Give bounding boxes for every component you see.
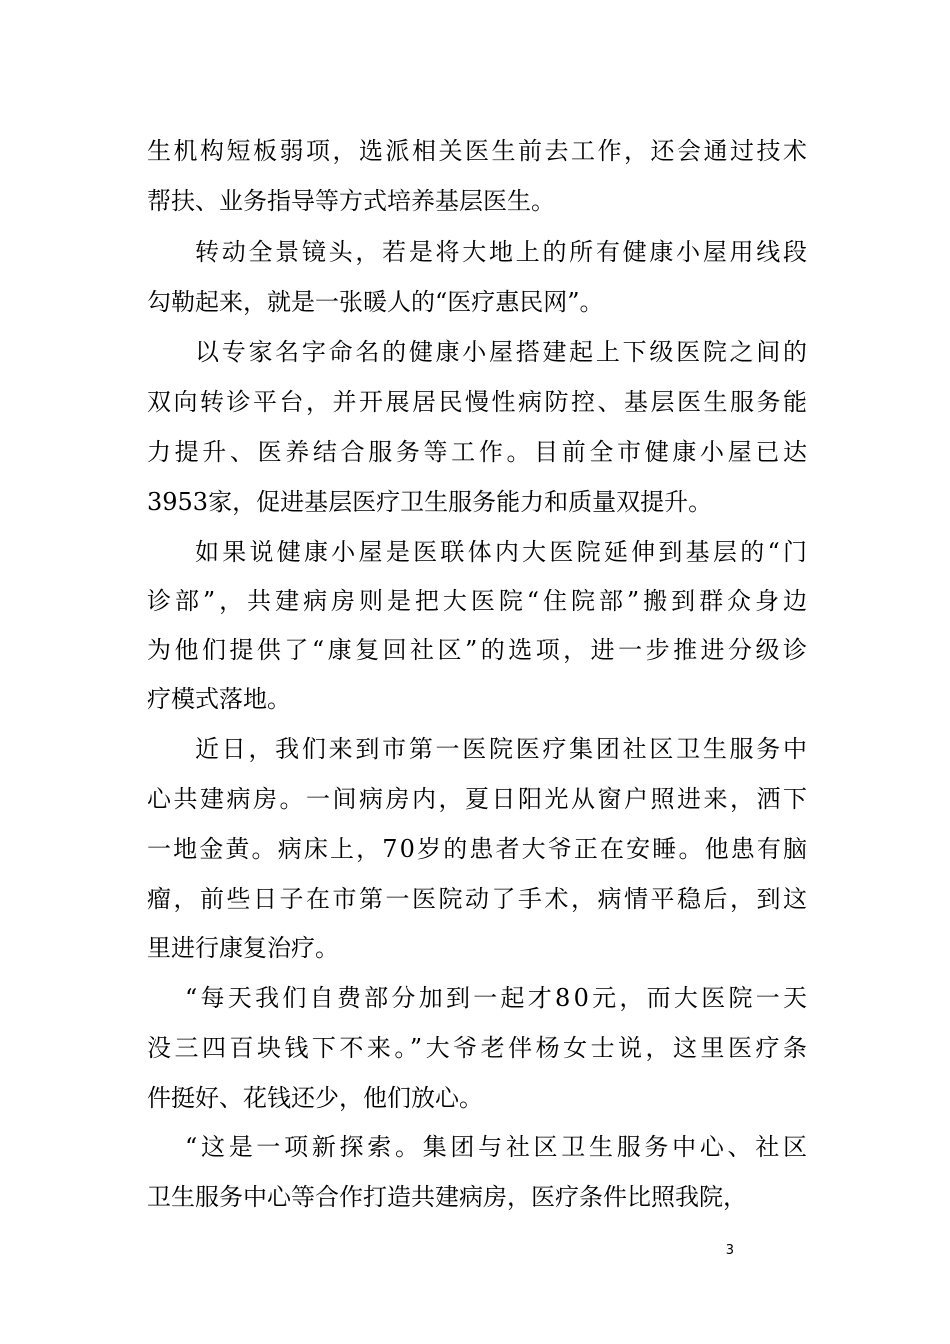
- text-line: 没三四百块钱下不来。”大爷老伴杨女士说，这里医疗条: [147, 1034, 811, 1062]
- text-line: 里进行康复治疗。: [147, 934, 339, 962]
- text-line: 瘤，前些日子在市第一医院动了手术，病情平稳后，到这: [147, 885, 810, 913]
- text-line: 3953家，促进基层医疗卫生服务能力和质量双提升。: [147, 488, 713, 516]
- text-line: 以专家名字命名的健康小屋搭建起上下级医院之间的: [195, 338, 810, 366]
- text-line: 疗模式落地。: [147, 685, 291, 713]
- text-line: 勾勒起来，就是一张暖人的“医疗惠民网”。: [147, 288, 604, 316]
- text-line: 近日，我们来到市第一医院医疗集团社区卫生服务中: [195, 735, 810, 763]
- text-line: 生机构短板弱项，选派相关医生前去工作，还会通过技术: [147, 137, 810, 165]
- text-line: 如果说健康小屋是医联体内大医院延伸到基层的“门: [195, 538, 811, 566]
- text-line: 帮扶、业务指导等方式培养基层医生。: [147, 187, 555, 215]
- text-line: 卫生服务中心等合作打造共建病房，医疗条件比照我院，: [147, 1183, 747, 1211]
- text-line: 双向转诊平台，并开展居民慢性病防控、基层医生服务能: [147, 388, 810, 416]
- text-line: 诊部”，共建病房则是把大医院“住院部”搬到群众身边: [147, 587, 811, 615]
- text-line: 心共建病房。一间病房内，夏日阳光从窗户照进来，洒下: [147, 785, 810, 813]
- text-line: 为他们提供了“康复回社区”的选项，进一步推进分级诊: [147, 636, 811, 664]
- text-line: “每天我们自费部分加到一起才80元，而大医院一天: [185, 984, 811, 1012]
- text-line: 转动全景镜头，若是将大地上的所有健康小屋用线段: [195, 238, 810, 266]
- text-line: 一地金黄。病床上，70岁的患者大爷正在安睡。他患有脑: [147, 835, 810, 863]
- text-line: “这是一项新探索。集团与社区卫生服务中心、社区: [185, 1133, 811, 1161]
- text-line: 件挺好、花钱还少，他们放心。: [147, 1084, 483, 1112]
- text-line: 力提升、医养结合服务等工作。目前全市健康小屋已达: [147, 438, 811, 466]
- page-number: 3: [725, 1243, 734, 1258]
